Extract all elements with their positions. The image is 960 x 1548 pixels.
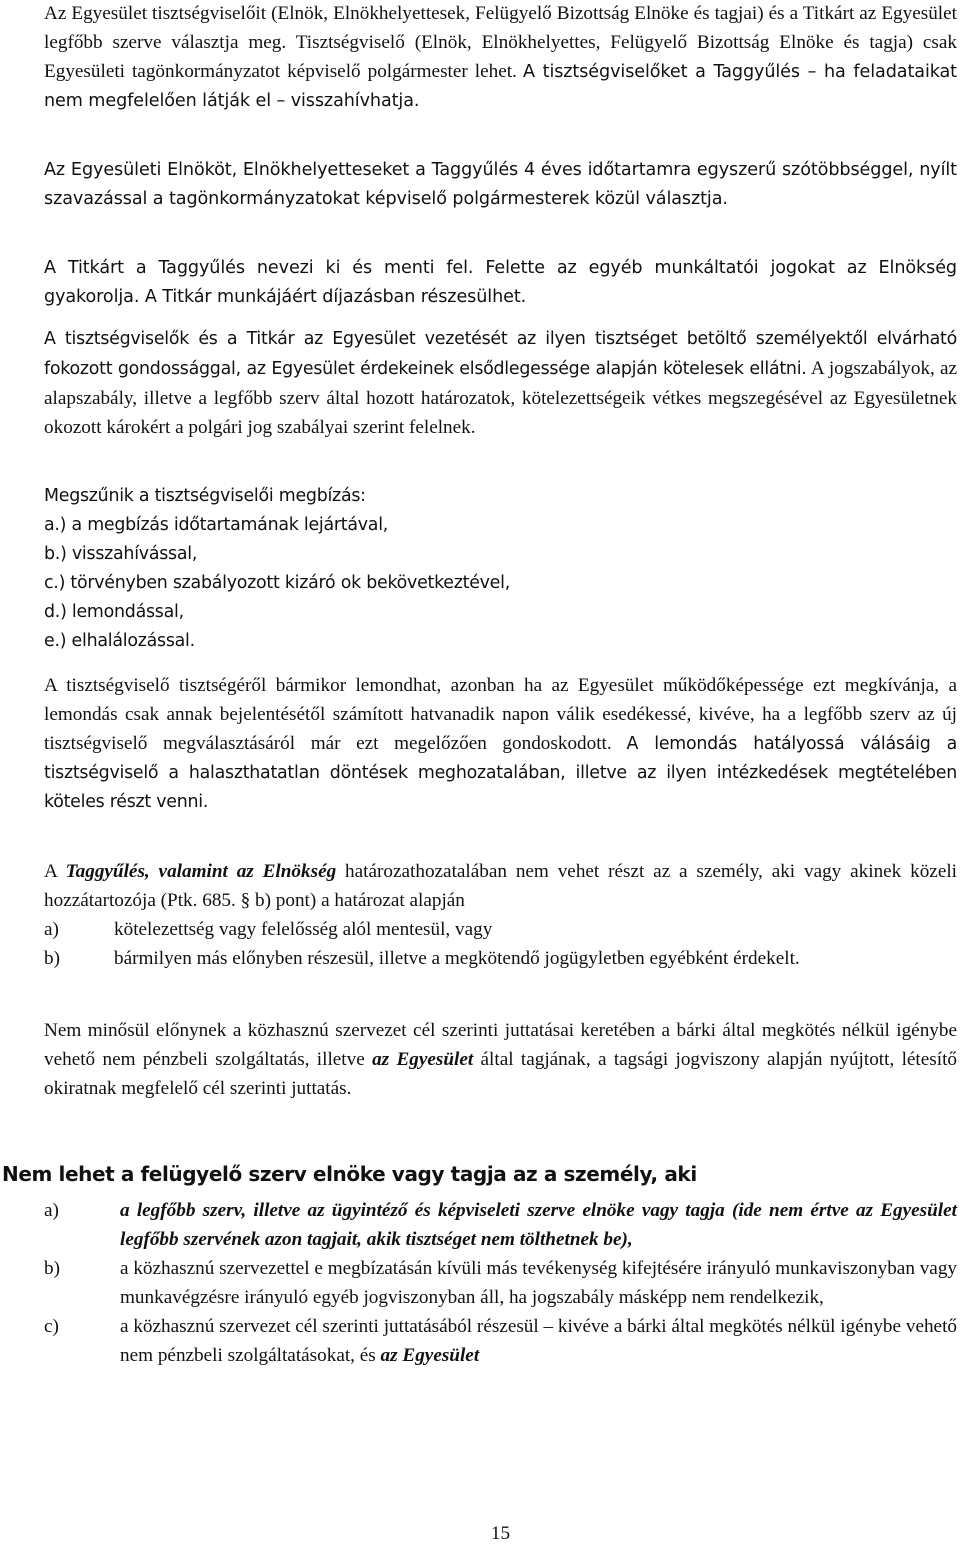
emphasis-association: az Egyesület [372,1049,474,1070]
supervisory-exclusion-list [44,1196,957,1370]
paragraph-text-end: által tagjának, a tagsági jogviszony alapján nyújtott, létesítő okiratnak megfelelő cél szerinti juttatás. [44,1049,958,1099]
list-item [44,569,957,598]
list-item [44,915,957,944]
paragraph-text: A tisztségviselők és a Titkár az Egyesület vezetését az ilyen tisztséget betöltő személyektől elvárható fokozott gondossággal, az Egyesület érdekeinek elsődlegessége alapján kötelesek ellátni. [44,329,957,379]
paragraph-text-effect: A lemondás hatályossá válásáig a tisztségviselő a halaszthatatlan döntések meghozatalában, illetve az ilyen intézkedések megtételében köteles részt venni. [44,734,958,812]
list-text: a megbízás időtartamának lejártával, [71,515,389,535]
list-label: a) [44,1200,59,1221]
termination-title: Megszűnik a tisztségviselői megbízás: [44,486,366,506]
document-page [2,0,958,1544]
paragraph-lead: A [44,861,57,882]
termination-list [44,482,957,656]
page-number: 15 [490,1523,511,1544]
list-item [44,598,957,627]
paragraph-text: Az Egyesület tisztségviselőit (Elnök, Elnökhelyettesek, Felügyelő Bizottság Elnöke és tagjai) és a Titkárt az Egyesület legfőbb szerve választja meg. Tisztségviselő (Elnök, Elnökhelyettes, Felügyelő Bizottság Elnöke és tagja) csak Egyesületi tagönkormányzatot képviselő polgármester lehet. [44,3,957,82]
list-item [44,944,957,973]
paragraph-conflict-of-interest [44,857,957,973]
list-item [44,540,957,569]
section-heading: Nem lehet a felügyelő szerv elnöke vagy tagja az a személy, aki [2,1162,697,1186]
list-text: törvényben szabályozott kizáró ok bekövetkeztével, [70,573,510,593]
paragraph-text-liability: A jogszabályok, az alapszabály, illetve a legfőbb szerv által hozott határozatok, kötelezettségeik vétkes megszegésével az Egyesületnek okozott károkért a polgári jog szabályai szerint felelnek. [44,358,958,438]
list-text: visszahívással, [71,544,198,564]
list-label: b) [44,948,60,969]
paragraph-non-benefit [44,1016,957,1103]
list-text-body: a közhasznú szervezet cél szerinti juttatásából részesül – kivéve a bárki által megkötés nélkül igénybe vehető nem pénzbeli szolgáltatásokat, és [120,1316,957,1366]
list-label: c.) [44,573,66,593]
list-item [44,1312,957,1370]
paragraph-president-election: Az Egyesületi Elnököt, Elnökhelyetteseket a Taggyűlés 4 éves időtartamra egyszerű szótöbbséggel, nyílt szavazással a tagönkormányzatokat képviselő polgármesterek közül választja. [44,160,957,209]
list-label: c) [44,1316,59,1337]
list-text: a közhasznú szervezettel e megbízatásán kívüli más tevékenység kifejtésére irányuló munkaviszonyban vagy munkavégzésre irányuló egyéb jogviszonyban áll, ha jogszabály másképp nem rendelkezik, [120,1258,958,1308]
list-label: a.) [44,515,67,535]
list-label: a) [44,919,59,940]
list-text: kötelezettség vagy felelősség alól mentesül, vagy [114,919,493,940]
list-text: lemondással, [71,602,184,622]
paragraph-duties [44,325,957,442]
list-item [44,1254,957,1312]
paragraph-text: A tisztségviselő tisztségéről bármikor lemondhat, azonban ha az Egyesület működőképessége ezt megkívánja, a lemondás csak annak bejelentésétől számított hatvanadik napon válik esedékessé, kivéve, ha a legfőbb szerv az új tisztségviselő megválasztásáról már ezt megelőzően gondoskodott. [44,675,957,754]
emphasis-association: az Egyesület [380,1345,480,1366]
list-item [44,627,957,656]
paragraph-text-recall: A tisztségviselőket a Taggyűlés – ha feladataikat nem megfelelően látják el – visszahívhatja. [44,62,957,111]
list-text: bármilyen más előnyben részesül, illetve a megkötendő jogügyletben egyébként érdekelt. [114,948,800,969]
paragraph-resignation [44,671,957,817]
list-label: e.) [44,631,67,651]
list-item [44,1196,957,1254]
paragraph-secretary: A Titkárt a Taggyűlés nevezi ki és menti fel. Felette az egyéb munkáltatói jogokat az Elnökség gyakorolja. A Titkár munkájáért díjazásban részesülhet. [44,258,957,307]
list-text [120,1312,957,1370]
list-label: b.) [44,544,67,564]
list-text: elhalálozással. [71,631,195,651]
list-label: d.) [44,602,67,622]
paragraph-text: határozathozatalában nem vehet részt az a személy, aki vagy akinek közeli hozzátartozója (Ptk. 685. § b) pont) a határozat alapján [44,861,958,911]
emphasis-bodies: Taggyűlés, valamint az Elnökség [65,861,337,882]
list-item [44,511,957,540]
list-text: a legfőbb szerv, illetve az ügyintéző és képviseleti szerve elnöke vagy tagja (ide nem értve az Egyesület legfőbb szervének azon tagjait, akik tisztséget nem tölthetnek be), [120,1200,957,1250]
paragraph-text: Nem minősül előnynek a közhasznú szervezet cél szerinti juttatásai keretében a bárki által megkötés nélkül igénybe vehető nem pénzbeli szolgáltatás, illetve [44,1020,957,1070]
list-label: b) [44,1258,60,1279]
paragraph-officers-election [44,0,957,116]
